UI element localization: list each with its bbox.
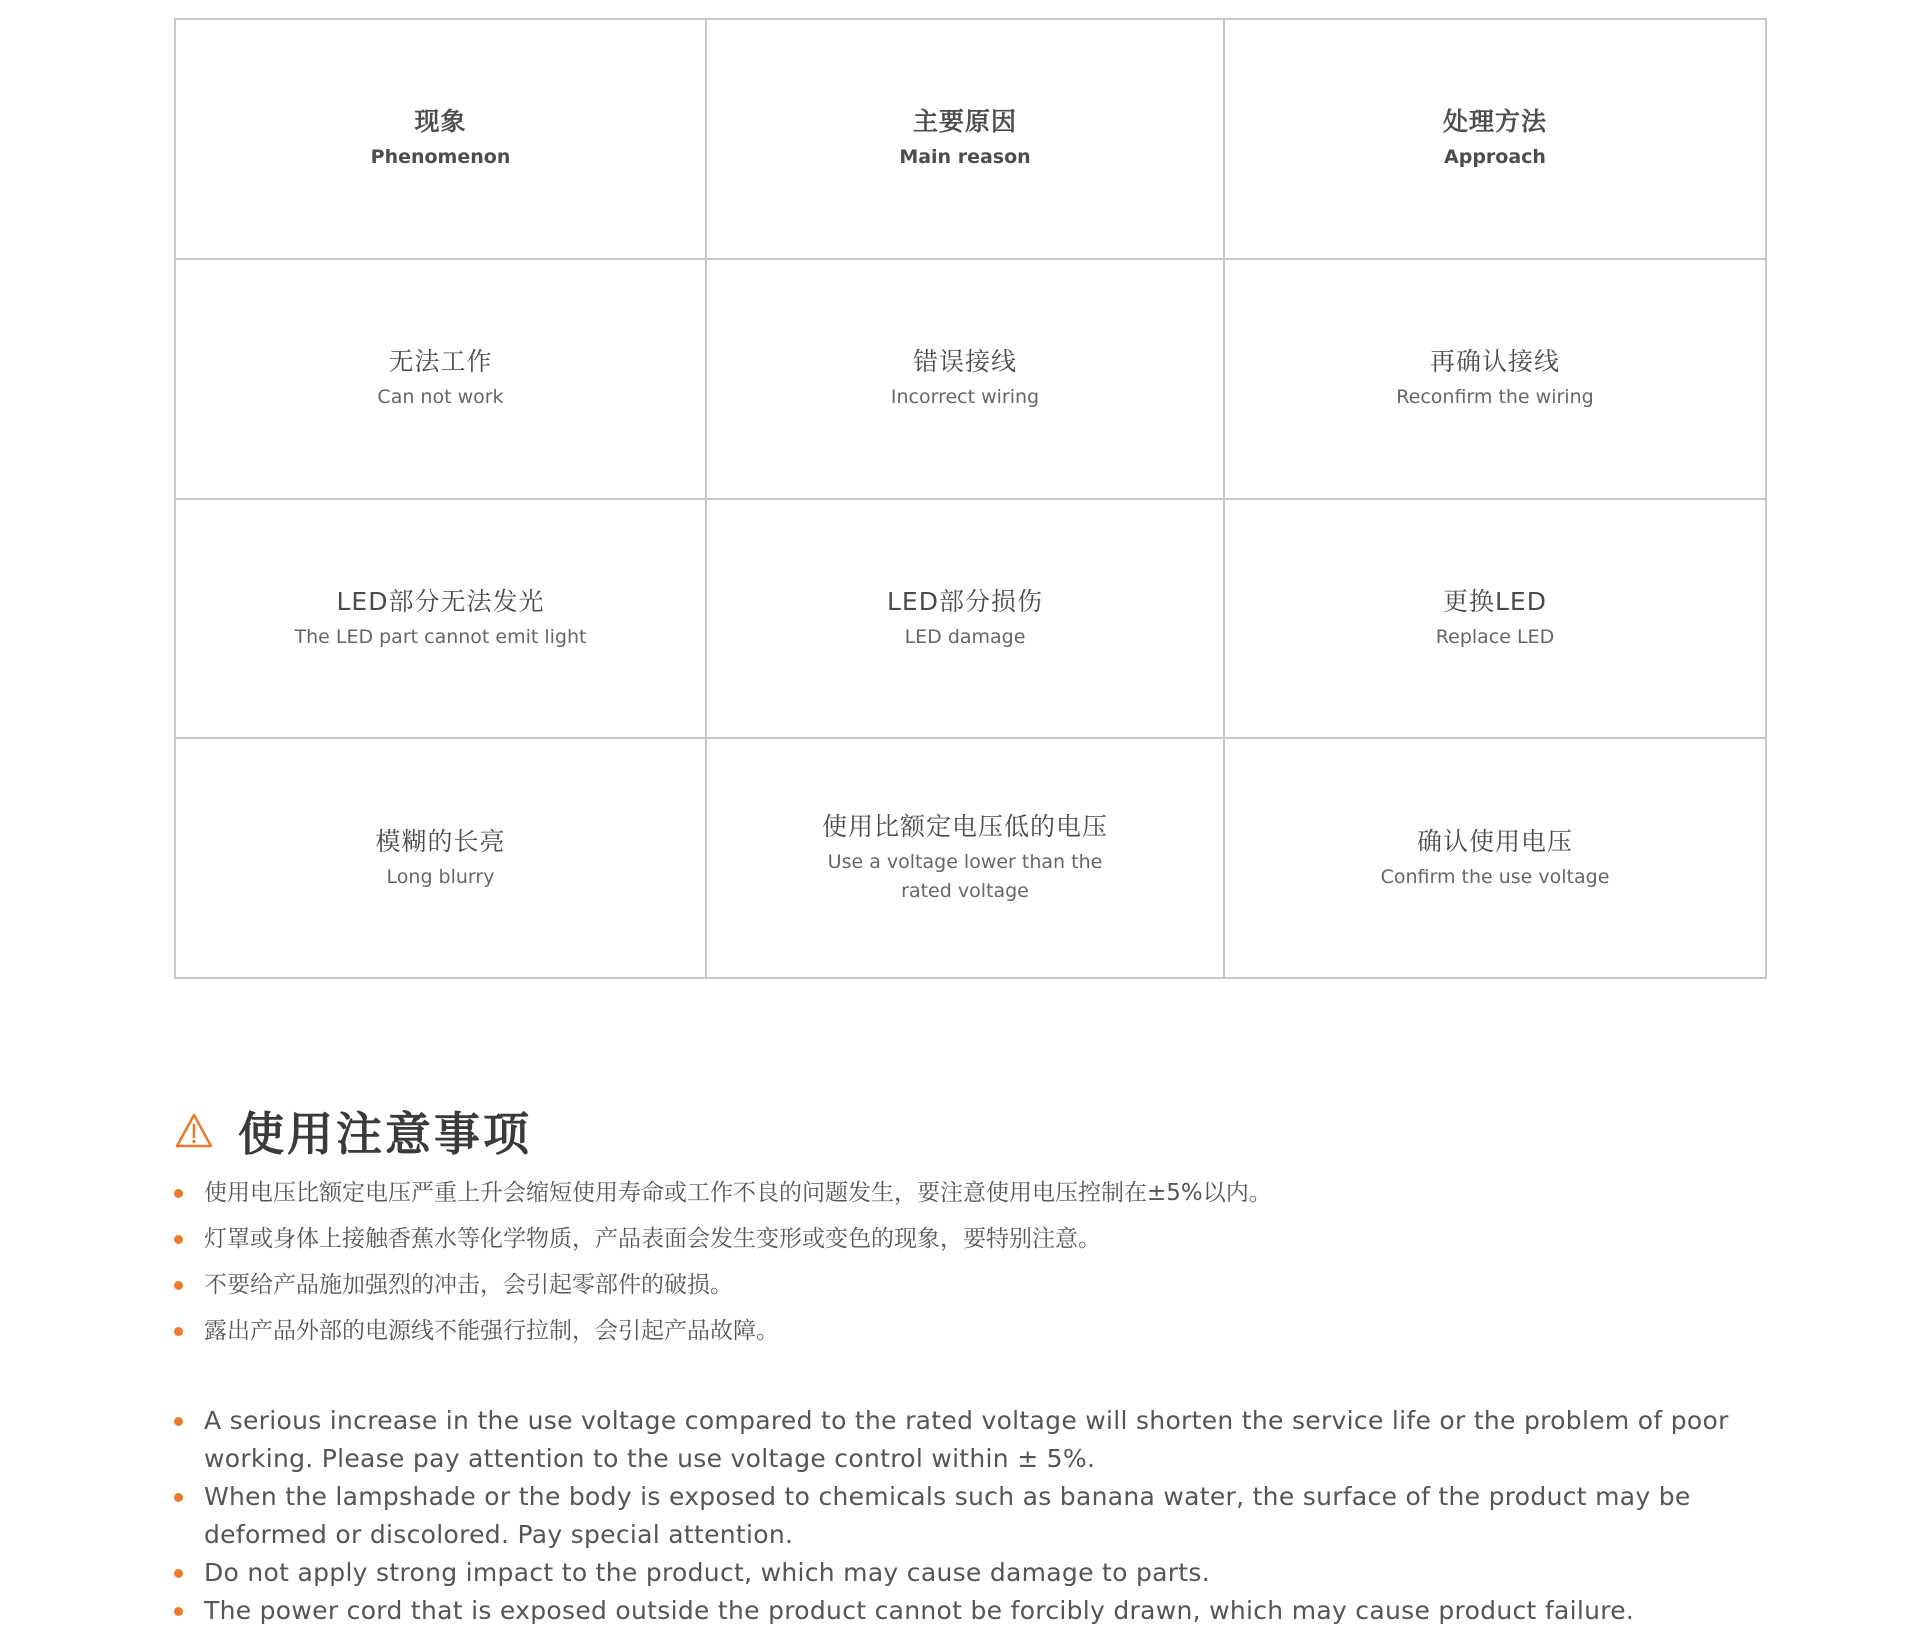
header-label-en: Phenomenon (370, 146, 511, 169)
cell-text-zh: 模糊的长亮 (375, 826, 506, 856)
warning-triangle-icon (174, 1112, 214, 1150)
table-cell-approach (1224, 738, 1766, 978)
cell-text-zh: 错误接线 (912, 347, 1017, 377)
table-cell-phenomenon (175, 499, 706, 739)
table-cell-phenomenon (175, 259, 706, 499)
list-item-text: A serious increase in the use voltage compared to the rated voltage will shorten the service life or the problem of poor working. Please pay attention to the use voltage control within ± 5%. (204, 1406, 1729, 1473)
cell-text-zh: 使用比额定电压低的电压 (821, 812, 1108, 842)
table-row (175, 259, 1766, 499)
table-header-row (175, 19, 1766, 259)
bullet-dot-icon (174, 1235, 183, 1244)
precautions-list-zh (174, 1170, 1734, 1354)
cell-text-en: The LED part cannot emit light (294, 625, 587, 648)
precautions-heading (174, 1096, 532, 1166)
cell-text-en: Confirm the use voltage (1380, 865, 1610, 888)
table-row (175, 499, 1766, 739)
cell-text-zh: 更换LED (1443, 586, 1547, 616)
header-cell-phenomenon (175, 19, 706, 259)
header-cell-approach (1224, 19, 1766, 259)
header-label-en: Main reason (899, 146, 1031, 169)
cell-text-en: LED damage (904, 625, 1026, 648)
table-cell-approach (1224, 499, 1766, 739)
precautions-list-en (174, 1402, 1734, 1630)
list-item-text: 灯罩或身体上接触香蕉水等化学物质，产品表面会发生变形或变色的现象，要特别注意。 (204, 1226, 1101, 1252)
header-label-en: Approach (1444, 146, 1546, 169)
table-cell-phenomenon (175, 738, 706, 978)
list-item (174, 1170, 1734, 1216)
bullet-dot-icon (174, 1607, 183, 1616)
cell-text-en: Incorrect wiring (890, 386, 1040, 409)
table-cell-approach (1224, 259, 1766, 499)
cell-text-zh: LED部分损伤 (887, 586, 1043, 616)
list-item (174, 1262, 1734, 1308)
cell-text-zh: 确认使用电压 (1416, 826, 1573, 856)
list-item-text: 使用电压比额定电压严重上升会缩短使用寿命或工作不良的问题发生，要注意使用电压控制在±5%以内。 (204, 1180, 1272, 1206)
bullet-dot-icon (174, 1281, 183, 1290)
list-item-text: 露出产品外部的电源线不能强行拉制，会引起产品故障。 (204, 1318, 779, 1344)
bullet-dot-icon (174, 1493, 183, 1502)
header-label-zh: 现象 (414, 107, 467, 137)
header-cell-main-reason (706, 19, 1224, 259)
header-label-zh: 主要原因 (912, 107, 1017, 137)
list-item (174, 1478, 1734, 1554)
bullet-dot-icon (174, 1569, 183, 1578)
header-label-zh: 处理方法 (1442, 107, 1547, 137)
list-item (174, 1402, 1734, 1478)
bullet-dot-icon (174, 1327, 183, 1336)
list-item-text: When the lampshade or the body is exposed to chemicals such as banana water, the surface of the product may be deformed or discolored. Pay special attention. (204, 1482, 1691, 1549)
cell-text-en: Long blurry (386, 865, 495, 888)
list-item-text: The power cord that is exposed outside the product cannot be forcibly drawn, which may cause product failure. (204, 1596, 1635, 1625)
cell-text-en: Use a voltage lower than the rated voltage (827, 851, 1103, 903)
list-item (174, 1308, 1734, 1354)
cell-text-zh: LED部分无法发光 (336, 586, 545, 616)
cell-text-en: Replace LED (1435, 625, 1555, 648)
list-item (174, 1592, 1734, 1630)
table-cell-reason (706, 738, 1224, 978)
list-item (174, 1554, 1734, 1592)
cell-text-en: Can not work (377, 386, 504, 409)
list-item (174, 1216, 1734, 1262)
cell-text-en: Reconfirm the wiring (1396, 386, 1594, 409)
bullet-dot-icon (174, 1417, 183, 1426)
list-item-text: 不要给产品施加强烈的冲击，会引起零部件的破损。 (204, 1272, 733, 1298)
table-row (175, 738, 1766, 978)
troubleshooting-table (174, 18, 1767, 979)
bullet-dot-icon (174, 1189, 183, 1198)
cell-text-zh: 再确认接线 (1429, 347, 1560, 377)
list-item-text: Do not apply strong impact to the product, which may cause damage to parts. (204, 1558, 1210, 1587)
table-cell-reason (706, 259, 1224, 499)
cell-text-zh: 无法工作 (388, 347, 493, 377)
table-cell-reason (706, 499, 1224, 739)
precautions-title: 使用注意事项 (238, 1107, 532, 1161)
